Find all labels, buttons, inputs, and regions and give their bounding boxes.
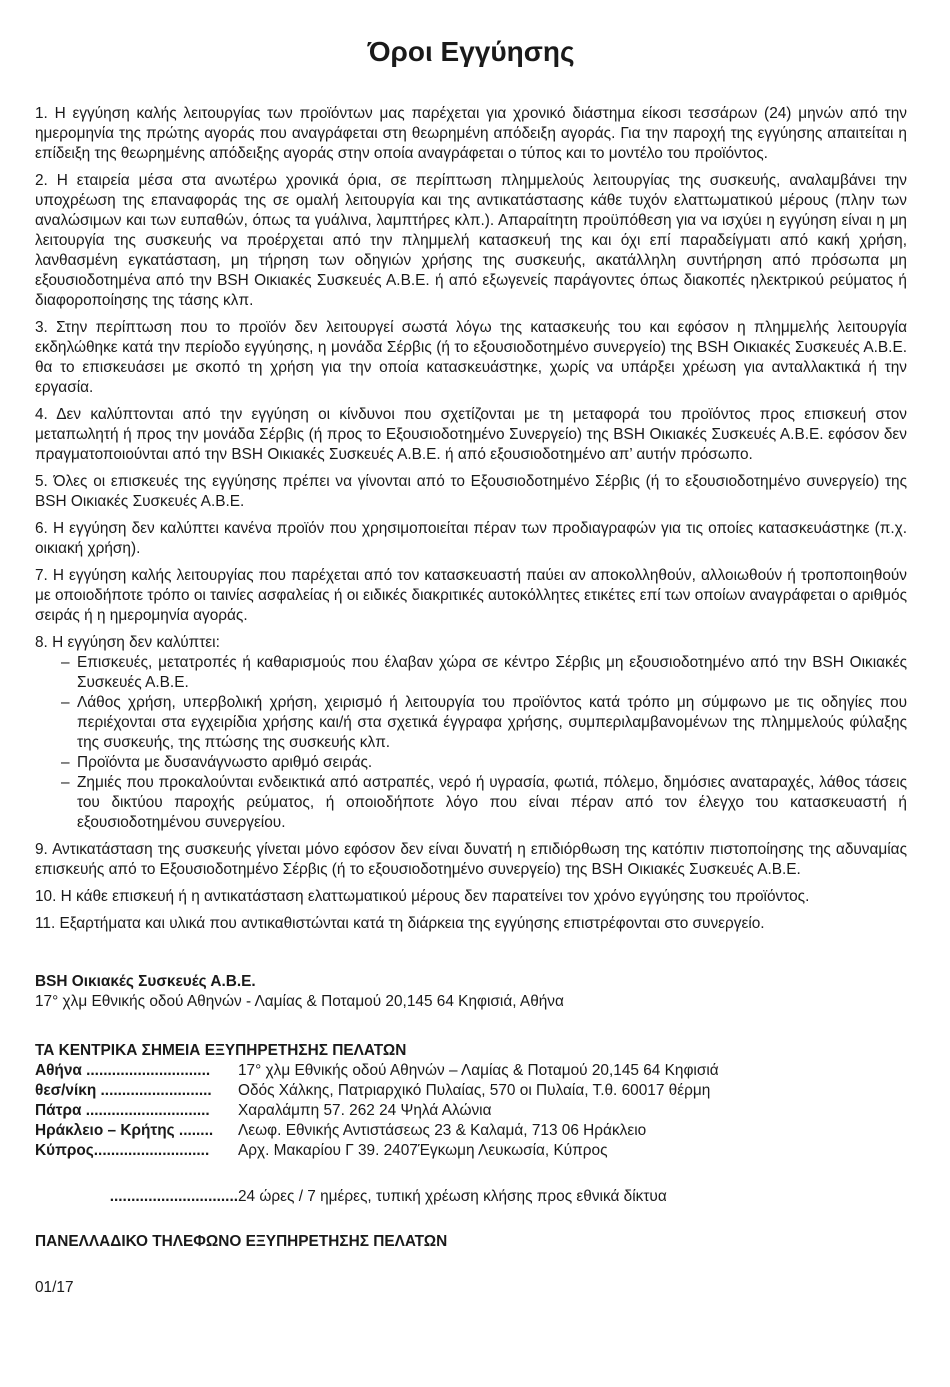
exclusion-item: – Λάθος χρήση, υπερβολική χρήση, χειρισμό ή λειτουργία του προϊόντος κατά τρόπο μη σύμφωνο με τις οδηγίες που περιέχονται στα εγχειρίδια χρήσης και/ή στα σχετικά έγγραφα χρήσης, συμπεριλαμβανομένων της πλημμελούς φύλαξης της συσκευής, της πτώσης της συσκευής κλπ.	[61, 694, 907, 751]
center-address: Αρχ. Μακαρίου Γ 39. 2407Έγκωμη Λευκωσία, Κύπρος	[238, 1142, 608, 1159]
dash-marker: –	[61, 774, 70, 791]
term-8-exclusions	[35, 653, 907, 833]
service-center-row	[35, 1061, 907, 1081]
company-block	[35, 972, 907, 1012]
company-address: 17° χλμ Εθνικής οδού Αθηνών - Λαμίας & Ποταμού 20,145 64 Κηφισιά, Αθήνα	[35, 993, 564, 1010]
warranty-page	[35, 26, 907, 1298]
service-centers-heading: ΤΑ ΚΕΝΤΡΙΚΑ ΣΗΜΕΙΑ ΕΞΥΠΗΡΕΤΗΣΗΣ ΠΕΛΑΤΩΝ	[35, 1042, 407, 1059]
service-center-row	[35, 1121, 907, 1141]
service-center-row	[35, 1101, 907, 1121]
exclusion-item: – Ζημιές που προκαλούνται ενδεικτικά από αστραπές, νερό ή υγρασία, φωτιά, πόλεμο, δημόσιες αναταραχές, λάθος τάσεις του δικτύου παροχής ρεύματος, ή οποιοδήποτε λόγο που είναι πέραν από τον έλεγχο του κατασκευαστή ή εξουσιοδοτημένου συνεργείου.	[61, 774, 907, 831]
hotline-dots: ..............................	[109, 1188, 238, 1205]
center-address: Λεωφ. Εθνικής Αντιστάσεως 23 & Καλαμά, 713 06 Ηράκλειο	[238, 1122, 647, 1139]
service-center-row	[35, 1081, 907, 1101]
exclusion-item: – Επισκευές, μετατροπές ή καθαρισμούς που έλαβαν χώρα σε κέντρο Σέρβις μη εξουσιοδοτημένο από την BSH Οικιακές Συσκευές Α.Β.Ε.	[61, 654, 907, 691]
term-8-intro: 8. Η εγγύηση δεν καλύπτει:	[35, 634, 220, 651]
center-city: Κύπρος...........................	[35, 1142, 210, 1159]
dash-marker: –	[61, 694, 70, 711]
term-4: 4. Δεν καλύπτονται από την εγγύηση οι κίνδυνοι που σχετίζονται με τη μεταφορά του προϊόντος προς επισκευή στον μεταπωλητή ή προς την μονάδα Σέρβις (ή προς το Εξουσιοδοτημένο Συνεργείο) της BSH Οικιακές Συσκευές Α.Β.Ε. εφόσον δεν πραγματοποιούνται από την BSH Οικιακές Συσκευές Α.Β.Ε. ή από εξουσιοδοτημένο απ’ αυτήν πρόσωπο.	[35, 406, 907, 463]
center-city: θεσ/νίκη ..........................	[35, 1082, 212, 1099]
center-city: Ηράκλειο – Κρήτης ........	[35, 1122, 214, 1139]
document-code: 01/17	[35, 1279, 74, 1296]
term-3: 3. Στην περίπτωση που το προϊόν δεν λειτουργεί σωστά λόγω της κατασκευής του και εφόσον η πλημμελής λειτουργία εκδηλώθηκε κατά την περίοδο εγγύησης, η μονάδα Σέρβις (ή το εξουσιοδοτημένο συνεργείο) της BSH Οικιακές Συσκευές Α.Β.Ε. θα το επισκευάσει με σκοπό τη χρήση για την οποία κατασκευάστηκε, χωρίς να υπάρξει χρέωση για ανταλλακτικά ή την εργασία.	[35, 319, 907, 396]
term-5: 5. Όλες οι επισκευές της εγγύησης πρέπει να γίνονται από το Εξουσιοδοτημένο Σέρβις (ή το εξουσιοδοτημένο συνεργείο) της BSH Οικιακές Συσκευές Α.Β.Ε.	[35, 473, 907, 510]
term-10: 10. Η κάθε επισκευή ή η αντικατάσταση ελαττωματικού μέρους δεν παρατείνει τον χρόνο εγγύησης του προϊόντος.	[35, 888, 810, 905]
term-6: 6. Η εγγύηση δεν καλύπτει κανένα προϊόν που χρησιμοποιείται πέραν των προδιαγραφών για τις οποίες κατασκευάστηκε (π.χ. οικιακή χρήση).	[35, 520, 907, 557]
service-center-row	[35, 1141, 907, 1161]
dash-marker: –	[61, 754, 70, 771]
center-address: Οδός Χάλκης, Πατριαρχικό Πυλαίας, 570 οι Πυλαία, Τ.θ. 60017 θέρμη	[238, 1082, 711, 1099]
center-city: Πάτρα .............................	[35, 1102, 210, 1119]
term-2: 2. Η εταιρεία μέσα στα ανωτέρω χρονικά όρια, σε περίπτωση πλημμελούς λειτουργίας της συσκευής, αναλαμβάνει την υποχρέωση της επαναφοράς της σε ομαλή λειτουργία και της αντικατάστασης κάθε τυχόν ελαττωματικού μέρους (πλην των αναλώσιμων και των ευπαθών, όπως τα γυάλινα, λαμπτήρες κλπ.). Απαραίτητη προϋπόθεση για να ισχύει η εγγύηση είναι η μη λειτουργία της συσκευής να προέρχεται από την πλημμελή κατασκευή της και όχι επί παραδείγματι από κακή χρήση, λανθασμένη εγκατάσταση, μη τήρηση των οδηγιών χρήσης της συσκευής, ακατάλληλη συντήρηση από πρόσωπα μη εξουσιοδοτημένα από την BSH Οικιακές Συσκευές Α.Β.Ε. ή από εξωγενείς παράγοντες όπως διακοπές ηλεκτρικού ρεύματος ή διαφοροποίησης της τάσης κλπ.	[35, 172, 907, 309]
service-centers	[35, 1041, 907, 1161]
hotline-heading: ΠΑΝΕΛΛΑΔΙΚΟ ΤΗΛΕΦΩΝΟ ΕΞΥΠΗΡΕΤΗΣΗΣ ΠΕΛΑΤΩΝ	[35, 1233, 448, 1250]
warranty-terms	[35, 104, 907, 934]
term-1: 1. Η εγγύηση καλής λειτουργίας των προϊόντων μας παρέχεται για χρονικό διάστημα είκοσι τεσσάρων (24) μηνών από την ημερομηνία της πρώτης αγοράς που αναγράφεται στη θεωρημένη απόδειξη αγοράς. Για την παροχή της εγγύησης απαιτείται η επίδειξη της θεωρημένης απόδειξης αγοράς στην οποία αναγράφεται ο τύπος και το μοντέλο του προϊόντος.	[35, 105, 907, 162]
company-name: BSH Οικιακές Συσκευές Α.Β.Ε.	[35, 973, 256, 990]
hotline-hours: 24 ώρες / 7 ημέρες, τυπική χρέωση κλήσης προς εθνικά δίκτυα	[238, 1188, 667, 1205]
center-city: Αθήνα .............................	[35, 1062, 211, 1079]
center-address: 17° χλμ Εθνικής οδού Αθηνών – Λαμίας & Ποταμού 20,145 64 Κηφισιά	[238, 1062, 719, 1079]
hotline-hours-row	[35, 1187, 907, 1207]
page-title: Όροι Εγγύησης	[367, 36, 575, 67]
term-9: 9. Αντικατάσταση της συσκευής γίνεται μόνο εφόσον δεν είναι δυνατή η επιδιόρθωση της κατόπιν πιστοποίησης της αδυναμίας επισκευής από το Εξουσιοδοτημένο Σέρβις (ή το εξουσιοδοτημένο συνεργείο) της BSH Οικιακές Συσκευές Α.Β.Ε.	[35, 841, 907, 878]
term-11: 11. Εξαρτήματα και υλικά που αντικαθιστώνται κατά τη διάρκεια της εγγύησης επιστρέφονται στο συνεργείο.	[35, 915, 765, 932]
center-address: Χαραλάμπη 57. 262 24 Ψηλά Αλώνια	[238, 1102, 492, 1119]
exclusion-item: – Προϊόντα με δυσανάγνωστο αριθμό σειράς.	[61, 754, 373, 771]
term-7: 7. Η εγγύηση καλής λειτουργίας που παρέχεται από τον κατασκευαστή παύει αν αποκολληθούν, αλλοιωθούν ή τροποποιηθούν με οποιοδήποτε τρόπο οι ταινίες ασφαλείας ή οι ειδικές διακριτικές αυτοκόλλητες ετικέτες επί των οποίων αναγράφεται ο αριθμός σειράς ή η ημερομηνία αγοράς.	[35, 567, 907, 624]
dash-marker: –	[61, 654, 70, 671]
